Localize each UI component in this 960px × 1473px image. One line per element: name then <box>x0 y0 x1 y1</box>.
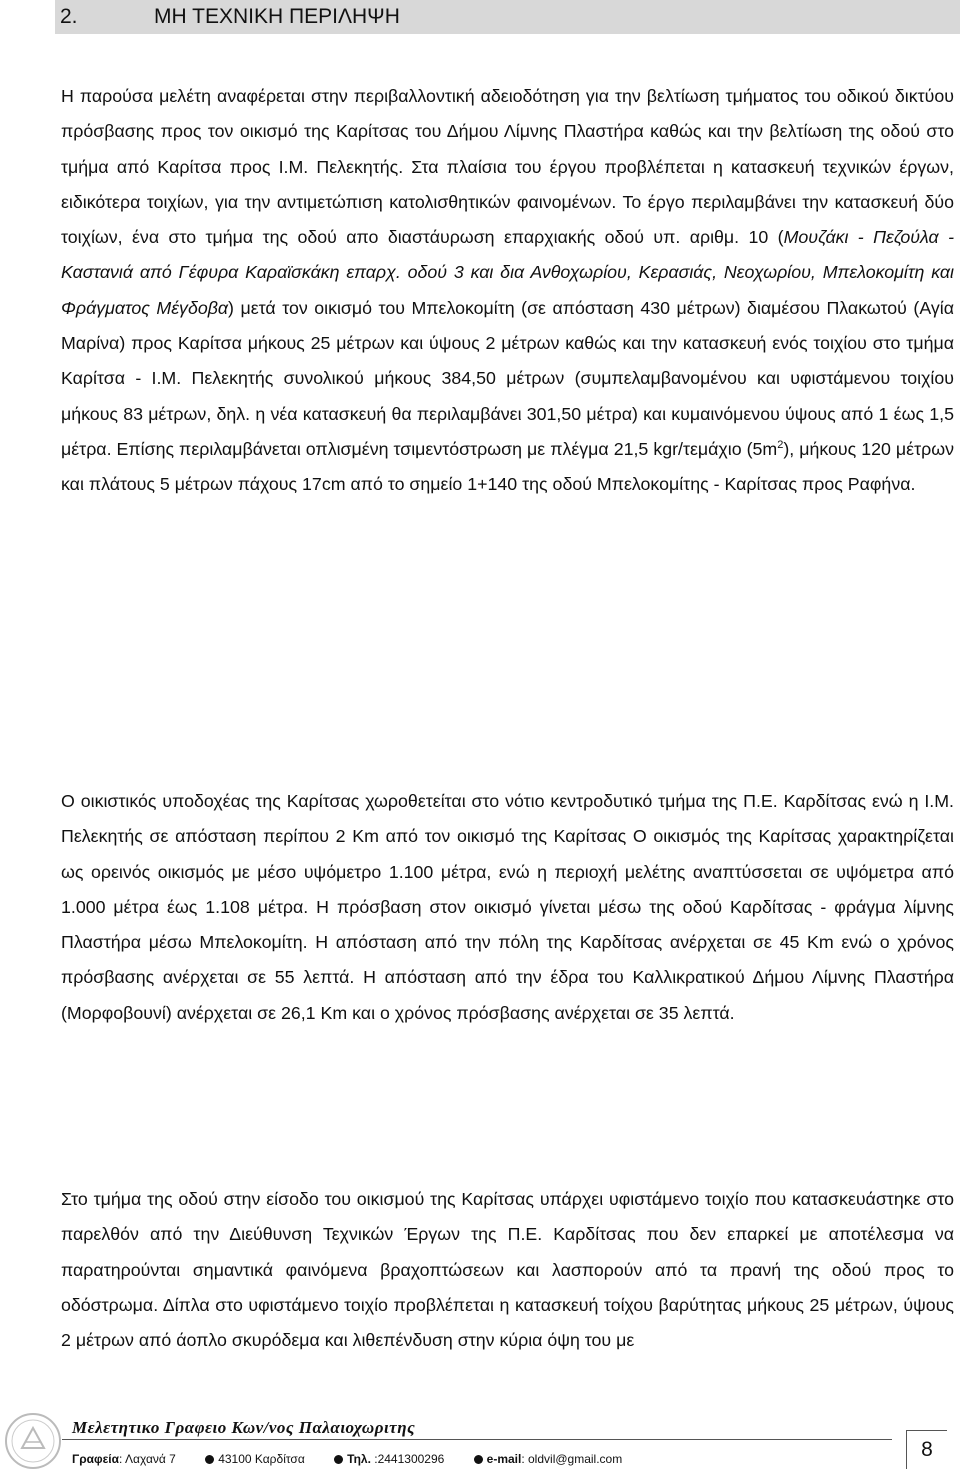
page-number: 8 <box>906 1430 947 1469</box>
paragraph-location: Ο οικιστικός υποδοχέας της Καρίτσας χωροθετείται στο νότιο κεντροδυτικό τμήμα της Π.Ε. Καρδίτσας ενώ η Ι.Μ. Πελεκητής σε απόσταση περίπου 2 Km από τον οικισμό της Καρίτσας Ο οικισμός της Καρίτσας χαρακτηρίζεται ως ορεινός οικισμός με μέσο υψόμετρο 1.100 μέτρα, ενώ η περιοχή μελέτης αναπτύσσεται σε υψόμετρα από 1.000 μέτρα έως 1.108 μέτρα. Η πρόσβαση στον οικισμό γίνεται μέσω της οδού Καρδίτσας - φράγμα λίμνης Πλαστήρα μέσω Μπελοκομίτη. Η απόσταση από την πόλη της Καρδίτσας ανέρχεται σε 45 Km ενώ ο χρόνος πρόσβασης ανέρχεται σε 55 λεπτά. Η απόσταση από την έδρα του Καλλικρατικού Δήμου Λίμνης Πλαστήρα (Μορφοβουνί) ανέρχεται σε 26,1 Km και ο χρόνος πρόσβασης ανέρχεται σε 35 λεπτά. <box>61 791 954 1023</box>
footer-divider <box>62 1439 892 1440</box>
email-address: : oldvil@gmail.com <box>521 1452 623 1466</box>
paragraph-project-description <box>61 79 954 503</box>
section-title: ΜΗ ΤΕΧΝΙΚΗ ΠΕΡΙΛΗΨΗ <box>154 5 400 28</box>
superscript: 2 <box>777 439 784 452</box>
road-name-italic: Μουζάκι - Πεζούλα - Καστανιά από Γέφυρα Καραϊσκάκη επαρχ. οδού 3 και δια Ανθοχωρίου, Κερασιάς, Νεοχωρίου, Μπελοκομίτη και Φράγματος Μέγδοβα <box>61 227 955 318</box>
paragraph-existing-wall: Στο τμήμα της οδού στην είσοδο του οικισμού της Καρίτσας υπάρχει υφιστάμενο τοιχίο που κατασκευάστηκε στο παρελθόν από την Διεύθυνση Τεχνικών Έργων της Π.Ε. Καρδίτσας που δεν επαρκεί με αποτέλεσμα να παρατηρούνται σημαντικά φαινόμενα βραχοπτώσεων και λασπορούν από τα πρανή της οδού προς το οδόστρωμα. Δίπλα στο υφιστάμενο τοιχίο προβλέπεται η κατασκευή τοίχου βαρύτητας μήκους 25 μέτρων, ύψους 2 μέτρων από άοπλο σκυρόδεμα και λιθεπένδυση στην κύρια όψη του με <box>61 1189 954 1351</box>
phone-number: :2441300296 <box>370 1452 445 1466</box>
bullet-icon <box>474 1455 483 1464</box>
section-number: 2. <box>60 5 78 28</box>
office-label: Γραφεία <box>72 1452 120 1466</box>
office-seal-logo <box>4 1412 62 1470</box>
paragraph-text: ) μετά τον οικισμό του Μπελοκομίτη (σε απόσταση 430 μέτρων) διαμέσου Πλακωτού (Αγία Μαρίνα) προς Καρίτσα μήκους 25 μέτρων και ύψους 2 μέτρων καθώς και την κατασκευή ενός τοιχίου στο τμήμα Καρίτσα - Ι.Μ. Πελεκητής συνολικού μήκους 384,50 μέτρων (συμπελαμβανομένου και υφιστάμενου τοιχίου μήκους 83 μέτρων, δηλ. η νέα κατασκευή θα περιλαμβάνει 301,50 μέτρα) και κυμαινόμενου ύψους από 1 έως 1,5 μέτρα. Επίσης περιλαμβάνεται οπλισμένη τσιμεντόστρωση με πλέγμα 21,5 kgr/τεμάχιο (5m <box>61 297 954 459</box>
email-label: e-mail <box>486 1452 522 1466</box>
office-name: Μελετητικο Γραφειο Κων/νος Παλαιοχωριτης <box>72 1418 416 1437</box>
footer-contacts <box>72 1452 626 1466</box>
office-address: : Λαχανά 7 <box>119 1452 176 1466</box>
page-footer <box>0 1412 960 1473</box>
paragraph-text: ), μήκους 120 μέτρων και πλάτους 5 μέτρων πάχους 17cm από το σημείο 1+140 της οδού Μπελοκομίτης - Καρίτσας προς Ραφήνα. <box>61 438 954 495</box>
paragraph-text: Η παρούσα μελέτη αναφέρεται στην περιβαλλοντική αδειοδότηση για την βελτίωση τμήματος του οδικού δικτύου πρόσβασης προς τον οικισμό της Καρίτσας του Δήμου Λίμνης Πλαστήρα καθώς και την βελτίωση της οδού στο τμήμα από Καρίτσα προς Ι.Μ. Πελεκητής. Στα πλαίσια του έργου προβλέπεται η κατασκευή τεχνικών έργων, ειδικότερα τοιχίων, για την αντιμετώπιση κατολισθητικών φαινομένων. Το έργο περιλαμβάνει την κατασκευή δύο τοιχίων, ένα στο τμήμα της οδού απο διαστάυρωση επαρχιακής οδού υπ. αριθμ. 10 ( <box>61 86 954 248</box>
postal-address: 43100 Καρδίτσα <box>218 1452 305 1466</box>
phone-label: Τηλ. <box>347 1452 371 1466</box>
bullet-icon <box>334 1455 343 1464</box>
bullet-icon <box>205 1455 214 1464</box>
